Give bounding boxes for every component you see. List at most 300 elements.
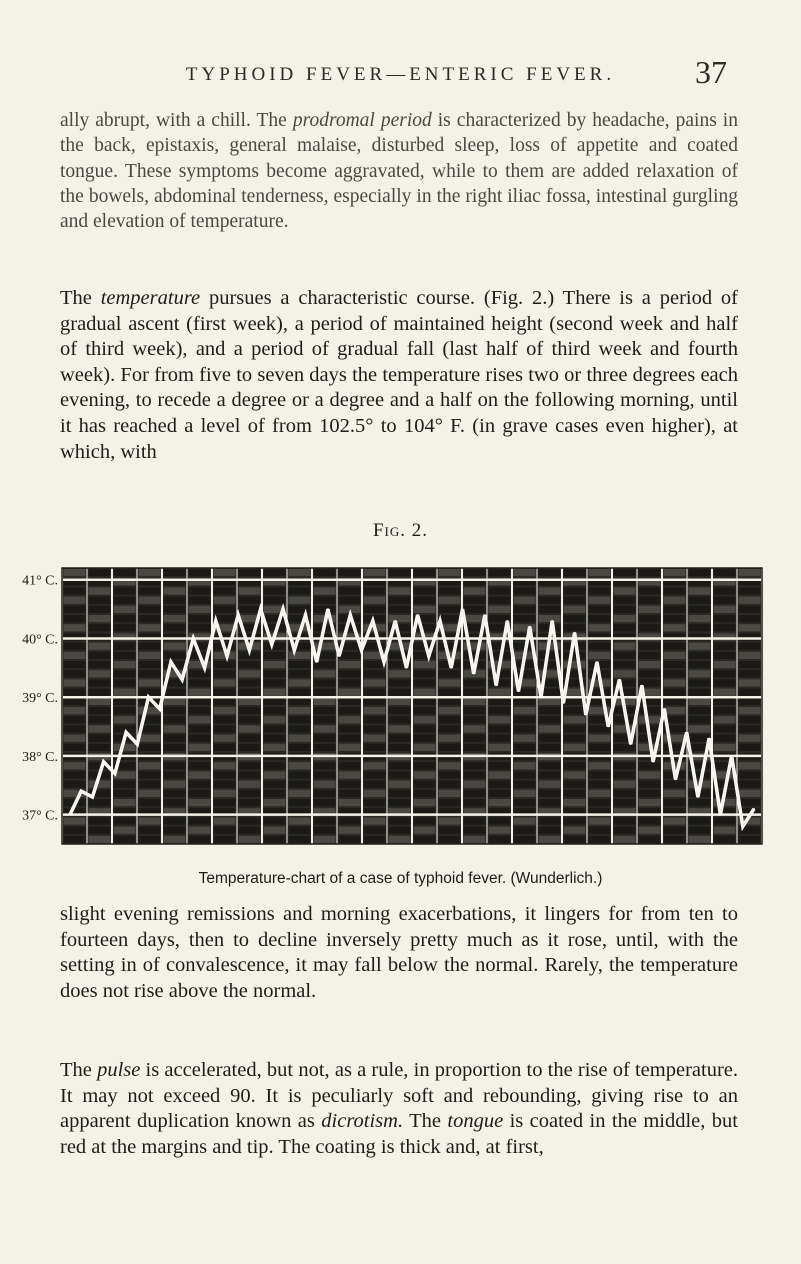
chart-grid-cell xyxy=(289,790,311,797)
chart-grid-cell xyxy=(664,698,686,705)
temperature-data-point xyxy=(630,743,632,745)
chart-grid-cell xyxy=(339,817,361,824)
chart-grid-cell xyxy=(414,707,436,714)
chart-grid-cell xyxy=(364,698,386,705)
chart-grid-cell xyxy=(614,615,636,622)
chart-grid-cell xyxy=(414,597,436,604)
chart-grid-cell xyxy=(489,762,511,769)
chart-grid-cell xyxy=(239,716,261,723)
chart-grid-cell xyxy=(89,781,111,788)
chart-grid-cell xyxy=(314,679,336,686)
chart-grid-cell xyxy=(89,679,111,686)
chart-grid-cell xyxy=(564,790,586,797)
chart-grid-cell xyxy=(689,661,711,668)
chart-grid-cell xyxy=(564,827,586,834)
chart-grid-cell xyxy=(64,643,86,650)
chart-grid-cell xyxy=(714,569,736,576)
chart-grid-cell xyxy=(139,587,161,594)
chart-grid-cell xyxy=(389,587,411,594)
emphasis-temperature: temperature xyxy=(100,287,201,309)
chart-grid-cell xyxy=(639,836,661,843)
chart-grid-cell xyxy=(714,652,736,659)
chart-grid-cell xyxy=(414,735,436,742)
chart-grid-cell xyxy=(64,569,86,576)
chart-grid-cell xyxy=(314,698,336,705)
chart-grid-cell xyxy=(264,643,286,650)
chart-grid-cell xyxy=(189,597,211,604)
chart-grid-cell xyxy=(714,643,736,650)
chart-grid-cell xyxy=(264,790,286,797)
chart-grid-cell xyxy=(214,744,236,751)
chart-grid-cell xyxy=(539,817,561,824)
chart-grid-cell xyxy=(189,790,211,797)
chart-grid-cell xyxy=(214,836,236,843)
text-span: is coated in the middle, but red at the margins and tip. The coating is thick and, at first, xyxy=(60,1110,738,1159)
chart-grid-cell xyxy=(564,615,586,622)
chart-grid-cell xyxy=(314,597,336,604)
chart-grid-cell xyxy=(489,799,511,806)
chart-grid-cell xyxy=(89,597,111,604)
chart-grid-cell xyxy=(539,606,561,613)
chart-grid-cell xyxy=(514,615,536,622)
y-tick-label: 40° C. xyxy=(22,632,58,648)
chart-grid-cell xyxy=(664,827,686,834)
chart-grid-cell xyxy=(489,827,511,834)
chart-grid-cell xyxy=(464,606,486,613)
chart-grid-cell xyxy=(64,615,86,622)
chart-grid-cell xyxy=(739,615,761,622)
chart-grid-cell xyxy=(689,698,711,705)
temperature-data-point xyxy=(406,667,408,669)
chart-grid-cell xyxy=(214,716,236,723)
chart-grid-cell xyxy=(114,679,136,686)
temperature-data-point xyxy=(148,696,150,698)
chart-grid-cell xyxy=(389,606,411,613)
chart-grid-cell xyxy=(414,781,436,788)
chart-grid-cell xyxy=(489,707,511,714)
chart-grid-cell xyxy=(714,817,736,824)
chart-grid-cell xyxy=(589,817,611,824)
text-span: The xyxy=(403,1110,448,1133)
chart-grid-cell xyxy=(689,624,711,631)
chart-grid-cell xyxy=(214,771,236,778)
chart-grid-cell xyxy=(189,689,211,696)
chart-grid-cell xyxy=(639,606,661,613)
chart-grid-cell xyxy=(339,624,361,631)
chart-grid-cell xyxy=(64,716,86,723)
chart-grid-cell xyxy=(139,790,161,797)
chart-grid-cell xyxy=(539,707,561,714)
temperature-data-point xyxy=(574,632,576,634)
chart-grid-cell xyxy=(639,817,661,824)
chart-grid-cell xyxy=(714,624,736,631)
chart-grid-cell xyxy=(364,587,386,594)
chart-grid-cell xyxy=(339,652,361,659)
chart-grid-cell xyxy=(339,716,361,723)
chart-grid-cell xyxy=(289,716,311,723)
chart-grid-cell xyxy=(64,771,86,778)
chart-grid-cell xyxy=(189,781,211,788)
chart-grid-cell xyxy=(389,597,411,604)
chart-grid-cell xyxy=(564,652,586,659)
chart-grid-cell xyxy=(289,817,311,824)
chart-grid-cell xyxy=(164,597,186,604)
chart-grid-cell xyxy=(714,827,736,834)
chart-grid-cell xyxy=(714,771,736,778)
chart-grid-cell xyxy=(189,670,211,677)
chart-grid-cell xyxy=(614,817,636,824)
chart-grid-cell xyxy=(239,670,261,677)
chart-grid-cell xyxy=(214,597,236,604)
chart-grid-cell xyxy=(89,624,111,631)
emphasis-dicrotism: dicrotism. xyxy=(321,1110,404,1133)
chart-grid-cell xyxy=(714,615,736,622)
chart-grid-cell xyxy=(639,615,661,622)
chart-grid-cell xyxy=(589,698,611,705)
chart-grid-cell xyxy=(214,762,236,769)
chart-grid-cell xyxy=(464,744,486,751)
chart-grid-cell xyxy=(139,670,161,677)
chart-grid-cell xyxy=(64,707,86,714)
chart-grid-cell xyxy=(589,587,611,594)
chart-grid-cell xyxy=(489,725,511,732)
chart-grid-cell xyxy=(214,707,236,714)
chart-grid-cell xyxy=(539,716,561,723)
chart-grid-cell xyxy=(239,790,261,797)
temperature-data-point xyxy=(596,661,598,663)
chart-grid-cell xyxy=(464,689,486,696)
figure-label: Fig. 2. xyxy=(372,520,429,541)
chart-grid-cell xyxy=(439,679,461,686)
chart-grid-cell xyxy=(539,836,561,843)
chart-grid-cell xyxy=(664,652,686,659)
chart-grid-cell xyxy=(664,670,686,677)
temperature-data-point xyxy=(193,638,195,640)
chart-grid-cell xyxy=(389,836,411,843)
chart-grid-cell xyxy=(564,762,586,769)
chart-grid-cell xyxy=(539,569,561,576)
chart-grid-cell xyxy=(164,744,186,751)
chart-grid-cell xyxy=(339,735,361,742)
chart-grid-cell xyxy=(314,762,336,769)
chart-grid-cell xyxy=(164,643,186,650)
chart-grid-cell xyxy=(489,698,511,705)
chart-grid-cell xyxy=(364,689,386,696)
chart-grid-cell xyxy=(489,597,511,604)
chart-grid-cell xyxy=(414,606,436,613)
chart-grid-cell xyxy=(714,707,736,714)
chart-grid-cell xyxy=(314,771,336,778)
text-span: is accelerated, but not, as a rule, in proportion to the rise of temperature. It may not exceed 90. It is peculiarly soft and rebounding, giving rise to an apparent duplication known as xyxy=(60,1059,739,1133)
chart-grid-cell xyxy=(739,597,761,604)
temperature-data-point xyxy=(697,796,699,798)
emphasis-tongue: tongue xyxy=(447,1110,504,1133)
chart-grid-cell xyxy=(739,689,761,696)
chart-grid-cell xyxy=(214,661,236,668)
chart-grid-cell xyxy=(514,817,536,824)
temperature-data-point xyxy=(69,814,71,816)
temperature-data-point xyxy=(540,696,542,698)
chart-grid-cell xyxy=(664,707,686,714)
chart-grid-cell xyxy=(614,670,636,677)
chart-grid-cell xyxy=(264,679,286,686)
y-tick-label: 41° C. xyxy=(22,573,58,589)
chart-grid-cell xyxy=(164,771,186,778)
chart-grid-cell xyxy=(389,817,411,824)
chart-grid-cell xyxy=(689,771,711,778)
chart-grid-cell xyxy=(389,799,411,806)
chart-grid-cell xyxy=(414,799,436,806)
chart-grid-cell xyxy=(289,689,311,696)
chart-grid-cell xyxy=(464,679,486,686)
chart-grid-cell xyxy=(89,735,111,742)
chart-grid-cell xyxy=(439,790,461,797)
chart-grid-cell xyxy=(64,606,86,613)
temperature-data-point xyxy=(417,614,419,616)
chart-grid-cell xyxy=(214,790,236,797)
chart-grid-cell xyxy=(514,587,536,594)
chart-grid-cell xyxy=(189,716,211,723)
chart-grid-cell xyxy=(714,689,736,696)
chart-grid-cell xyxy=(314,643,336,650)
temperature-data-point xyxy=(316,661,318,663)
temperature-data-point xyxy=(428,655,430,657)
chart-grid-cell xyxy=(64,652,86,659)
chart-grid-cell xyxy=(489,679,511,686)
temperature-data-point xyxy=(394,620,396,622)
temperature-data-point xyxy=(720,814,722,816)
temperature-data-point xyxy=(675,779,677,781)
chart-grid-cell xyxy=(539,597,561,604)
chart-grid-cell xyxy=(689,716,711,723)
chart-grid-cell xyxy=(114,661,136,668)
chart-grid-cell xyxy=(139,744,161,751)
chart-grid-cell xyxy=(439,817,461,824)
chart-grid-cell xyxy=(89,817,111,824)
chart-grid-cell xyxy=(239,587,261,594)
chart-grid-cell xyxy=(64,698,86,705)
chart-grid-cell xyxy=(639,698,661,705)
chart-grid-cell xyxy=(114,817,136,824)
chart-grid-cell xyxy=(264,689,286,696)
chart-grid-cell xyxy=(464,587,486,594)
chart-grid-cell xyxy=(114,698,136,705)
chart-grid-cell xyxy=(264,762,286,769)
chart-grid-cell xyxy=(364,643,386,650)
chart-grid-cell xyxy=(264,569,286,576)
chart-grid-cell xyxy=(539,725,561,732)
chart-grid-cell xyxy=(64,725,86,732)
chart-grid-cell xyxy=(289,597,311,604)
chart-grid-cell xyxy=(189,817,211,824)
chart-grid-cell xyxy=(139,597,161,604)
chart-grid-cell xyxy=(314,735,336,742)
chart-grid-cell xyxy=(214,817,236,824)
chart-grid-cell xyxy=(89,670,111,677)
chart-grid-cell xyxy=(314,827,336,834)
chart-grid-cell xyxy=(164,569,186,576)
chart-grid-cell xyxy=(514,836,536,843)
chart-grid-cell xyxy=(664,799,686,806)
temperature-data-point xyxy=(652,761,654,763)
chart-grid-cell xyxy=(339,799,361,806)
chart-grid-cell xyxy=(264,735,286,742)
chart-grid-cell xyxy=(264,587,286,594)
temperature-data-point xyxy=(170,661,172,663)
chart-grid-cell xyxy=(639,597,661,604)
chart-grid-cell xyxy=(589,652,611,659)
chart-grid-cell xyxy=(139,615,161,622)
chart-grid-cell xyxy=(514,744,536,751)
chart-grid-cell xyxy=(339,689,361,696)
chart-grid-cell xyxy=(289,827,311,834)
chart-grid-cell xyxy=(439,606,461,613)
chart-grid-cell xyxy=(364,735,386,742)
chart-grid-cell xyxy=(439,569,461,576)
chart-grid-cell xyxy=(439,716,461,723)
chart-grid-cell xyxy=(114,827,136,834)
chart-grid-cell xyxy=(689,652,711,659)
chart-grid-cell xyxy=(739,624,761,631)
chart-grid-cell xyxy=(339,698,361,705)
chart-grid-cell xyxy=(639,762,661,769)
chart-grid-cell xyxy=(539,615,561,622)
chart-grid-cell xyxy=(414,698,436,705)
chart-grid-cell xyxy=(189,707,211,714)
chart-grid-cell xyxy=(689,725,711,732)
chart-grid-cell xyxy=(739,569,761,576)
chart-grid-cell xyxy=(739,771,761,778)
chart-grid-cell xyxy=(164,689,186,696)
temperature-data-point xyxy=(742,826,744,828)
chart-grid-cell xyxy=(64,587,86,594)
chart-grid-cell xyxy=(189,735,211,742)
chart-grid-cell xyxy=(339,790,361,797)
y-tick-label: 38° C. xyxy=(22,749,58,765)
text-span: The xyxy=(60,1059,98,1081)
chart-grid-cell xyxy=(114,725,136,732)
chart-grid-cell xyxy=(514,698,536,705)
chart-grid-cell xyxy=(614,799,636,806)
chart-grid-cell xyxy=(64,679,86,686)
chart-grid-cell xyxy=(214,670,236,677)
chart-grid-cell xyxy=(189,624,211,631)
chart-grid-cell xyxy=(139,679,161,686)
chart-grid-cell xyxy=(114,615,136,622)
chart-grid-cell xyxy=(564,817,586,824)
chart-grid-cell xyxy=(139,827,161,834)
chart-grid-cell xyxy=(214,781,236,788)
chart-grid-cell xyxy=(614,643,636,650)
chart-grid-cell xyxy=(464,827,486,834)
chart-grid-cell xyxy=(239,661,261,668)
chart-grid-cell xyxy=(514,716,536,723)
chart-grid-cell xyxy=(114,624,136,631)
chart-grid-cell xyxy=(64,762,86,769)
chart-grid-cell xyxy=(714,597,736,604)
chart-grid-cell xyxy=(264,799,286,806)
chart-grid-cell xyxy=(414,670,436,677)
chart-grid-cell xyxy=(539,799,561,806)
chart-grid-cell xyxy=(89,827,111,834)
chart-grid-cell xyxy=(264,597,286,604)
chart-grid-cell xyxy=(664,606,686,613)
chart-grid-cell xyxy=(589,744,611,751)
chart-grid-cell xyxy=(664,597,686,604)
chart-grid-cell xyxy=(339,707,361,714)
chart-grid-cell xyxy=(389,698,411,705)
chart-grid-cell xyxy=(289,661,311,668)
chart-grid-cell xyxy=(89,587,111,594)
chart-grid-cell xyxy=(614,781,636,788)
temperature-data-point xyxy=(260,608,262,610)
temperature-data-point xyxy=(686,732,688,734)
temperature-data-point xyxy=(450,667,452,669)
chart-grid-cell xyxy=(114,781,136,788)
chart-grid-cell xyxy=(689,799,711,806)
chart-grid-cell xyxy=(164,587,186,594)
chart-grid-cell xyxy=(264,836,286,843)
chart-grid-cell xyxy=(539,670,561,677)
chart-grid-cell xyxy=(189,799,211,806)
chart-grid-cell xyxy=(439,725,461,732)
chart-grid-cell xyxy=(514,781,536,788)
chart-grid-cell xyxy=(214,587,236,594)
chart-grid-cell xyxy=(664,689,686,696)
text-span: is characterized by headache, pains in the back, epistaxis, general malaise, disturbed sleep, loss of appetite and coated tongue. These symptoms become aggravated, while to them are added relaxation of the bowels, abdominal tenderness, especially in the right iliac fossa, intestinal gurgling and elevation of temperature. xyxy=(60,110,738,233)
chart-grid-cell xyxy=(314,836,336,843)
chart-grid-cell xyxy=(714,587,736,594)
chart-grid-cell xyxy=(414,817,436,824)
chart-grid-cell xyxy=(564,771,586,778)
chart-grid-cell xyxy=(189,762,211,769)
chart-grid-cell xyxy=(464,781,486,788)
chart-grid-cell xyxy=(289,735,311,742)
chart-grid-cell xyxy=(389,762,411,769)
chart-grid-cell xyxy=(239,771,261,778)
chart-grid-cell xyxy=(739,735,761,742)
chart-grid-cell xyxy=(514,707,536,714)
chart-grid-cell xyxy=(189,836,211,843)
chart-grid-cell xyxy=(439,744,461,751)
chart-grid-cell xyxy=(289,771,311,778)
chart-grid-cell xyxy=(214,735,236,742)
chart-grid-cell xyxy=(439,689,461,696)
chart-grid-cell xyxy=(139,643,161,650)
chart-grid-cell xyxy=(289,762,311,769)
chart-grid-cell xyxy=(64,597,86,604)
chart-grid-cell xyxy=(739,790,761,797)
chart-grid-cell xyxy=(289,587,311,594)
temperature-data-point xyxy=(484,614,486,616)
chart-grid-cell xyxy=(539,735,561,742)
chart-grid-cell xyxy=(239,817,261,824)
chart-grid-cell xyxy=(464,735,486,742)
chart-grid-cell xyxy=(364,762,386,769)
chart-grid-cell xyxy=(689,643,711,650)
chart-grid-cell xyxy=(614,744,636,751)
chart-grid-cell xyxy=(89,689,111,696)
chart-grid-cell xyxy=(564,587,586,594)
chart-grid-cell xyxy=(189,698,211,705)
temperature-data-point xyxy=(204,667,206,669)
temperature-chart xyxy=(22,558,768,858)
chart-grid-cell xyxy=(139,771,161,778)
chart-grid-cell xyxy=(614,624,636,631)
chart-grid-cell xyxy=(689,587,711,594)
chart-grid-cell xyxy=(739,643,761,650)
chart-grid-cell xyxy=(339,679,361,686)
